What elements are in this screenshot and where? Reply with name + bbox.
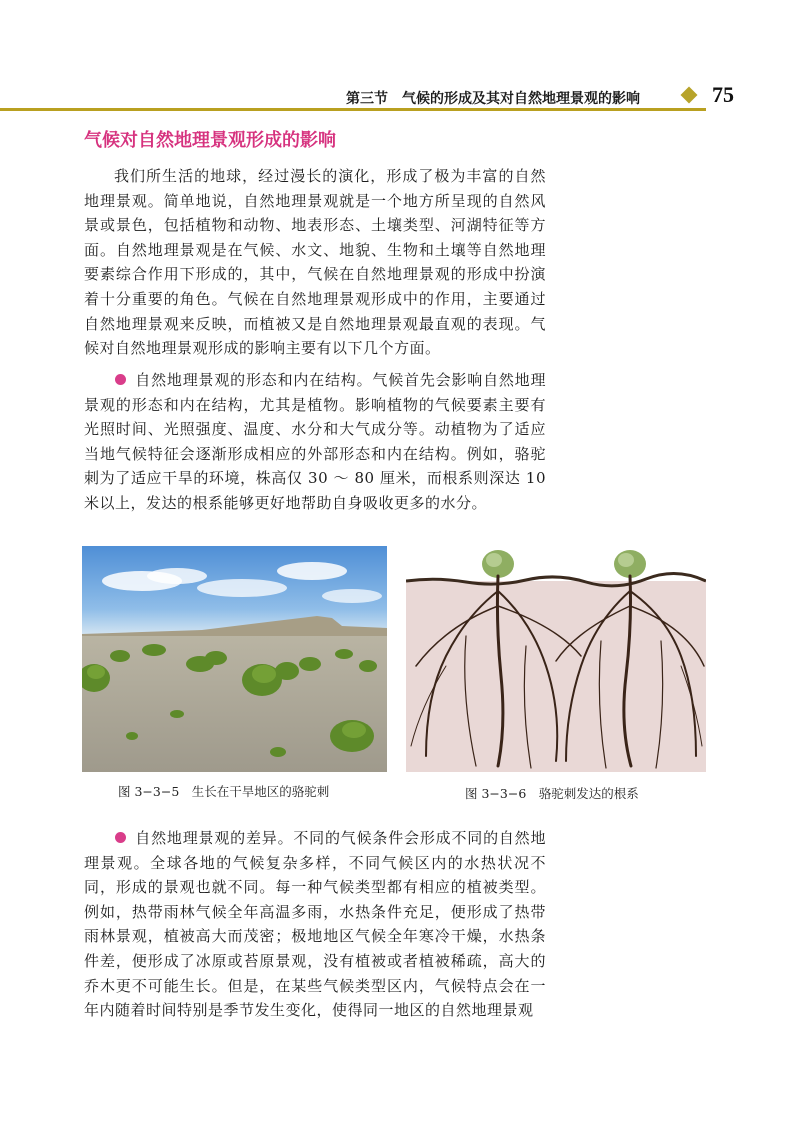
point-text-2: 自然地理景观的差异。不同的气候条件会形成不同的自然地理景观。全球各地的气候复杂多样，不同气候区内的水热状况不同，形成的景观也就不同。每一种气候类型都有相应的植被类型。例如，热带雨林气候全年高温多雨，水热条件充足，便形成了热带雨林景观，植被高大而茂密；极地地区气候全年寒冷干燥，水热条件差，便形成了冰原或苔原景观，没有植被或者植被稀疏，高大的乔木更不可能生长。但是，在某些气候类型区内，气候特点会在一年内随着时间特别是季节发生变化，使得同一地区的自然地理景观 (84, 829, 546, 1020)
bullet-dot-icon (115, 374, 126, 385)
page-number: 75 (712, 82, 734, 107)
section-title: 气候对自然地理景观形成的影响 (84, 130, 336, 151)
point-paragraph-2 (84, 826, 546, 1023)
figure-camelthorn-root-illustration (406, 546, 706, 772)
figure-camelthorn-desert-photo (82, 546, 387, 772)
point-text-1: 自然地理景观的形态和内在结构。气候首先会影响自然地理景观的形态和内在结构，尤其是植物。影响植物的气候要素主要有光照时间、光照强度、温度、水分和大气成分等。动植物为了适应当地气候特征会逐渐形成相应的外部形态和内在结构。例如，骆驼刺为了适应干旱的环境，株高仅 30 ～ 80 厘米，而根系则深达 10 米以上，发达的根系能够更好地帮助自身吸收更多的水分。 (84, 371, 546, 512)
bullet-dot-icon (115, 832, 126, 843)
figure-caption-1: 图 3−3−5 生长在干旱地区的骆驼刺 (118, 784, 330, 799)
point-paragraph-1 (84, 368, 546, 516)
header-rule (0, 108, 706, 111)
figure-caption-2: 图 3−3−6 骆驼刺发达的根系 (465, 786, 639, 801)
desert-photo-illustration (82, 546, 387, 772)
intro-paragraph: 我们所生活的地球，经过漫长的演化，形成了极为丰富的自然地理景观。简单地说，自然地理景观就是一个地方所呈现的自然风景或景色，包括植物和动物、地表形态、土壤类型、河湖特征等方面。自然地理景观是在气候、水文、地貌、生物和土壤等自然地理要素综合作用下形成的，其中，气候在自然地理景观的形成中扮演着十分重要的角色。气候在自然地理景观形成中的作用，主要通过自然地理景观来反映，而植被又是自然地理景观最直观的表现。气候对自然地理景观形成的影响主要有以下几个方面。 (84, 167, 546, 358)
root-system-illustration (406, 546, 706, 772)
running-header (0, 86, 700, 108)
running-header-title: 第三节 气候的形成及其对自然地理景观的影响 (346, 91, 640, 107)
